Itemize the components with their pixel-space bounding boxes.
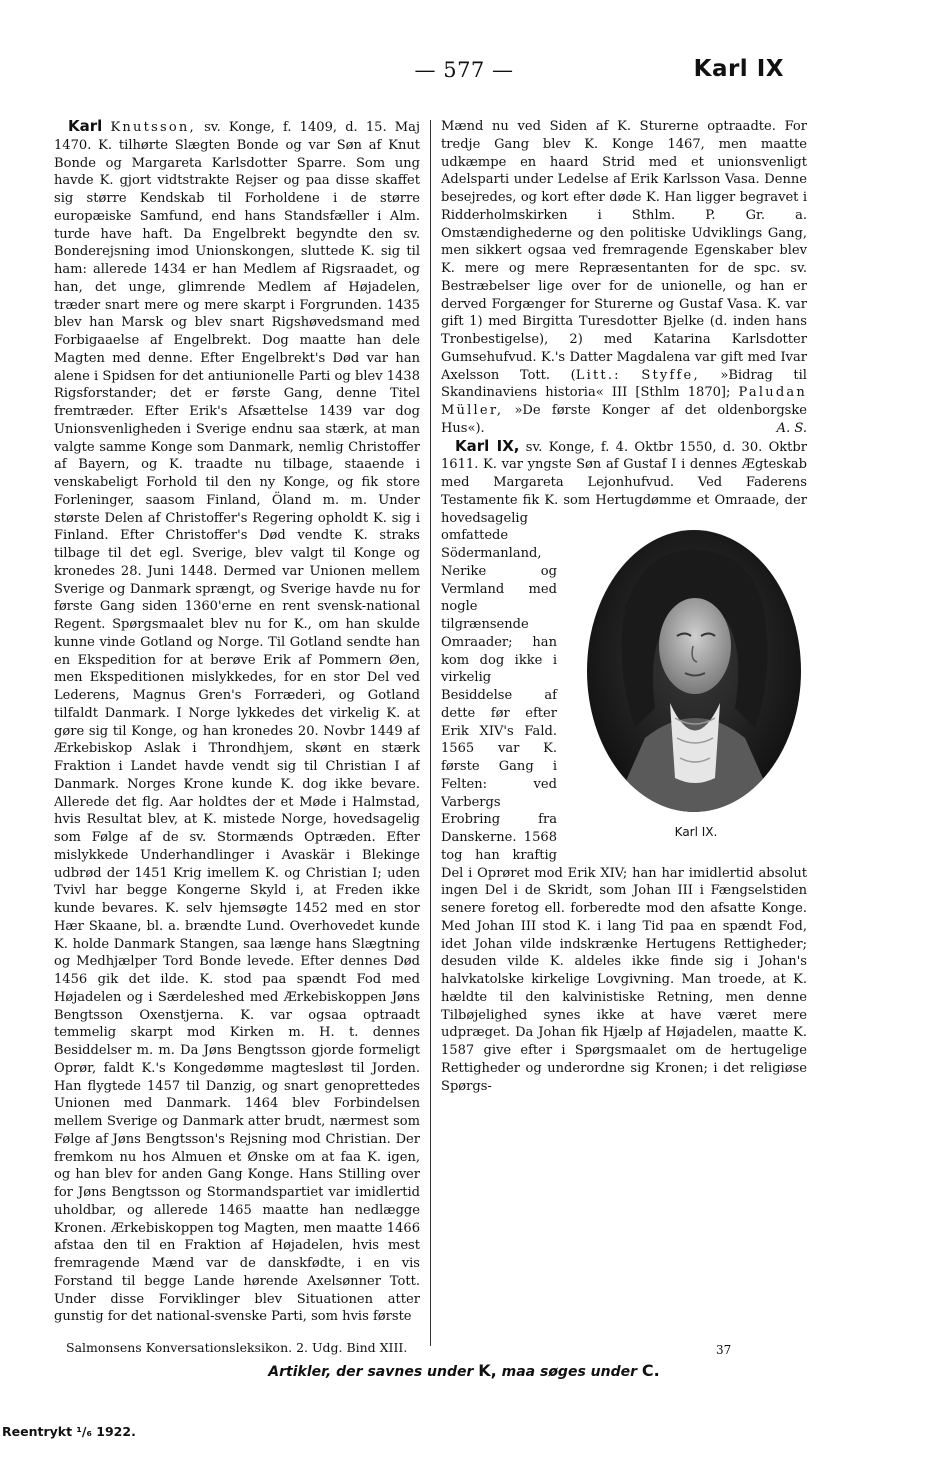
note-letter-k: K,: [478, 1361, 497, 1380]
portrait-figure: [565, 514, 807, 850]
article-karl-knutsson-continued: [441, 118, 807, 438]
reprint-note: Reentrykt ¹/₆ 1922.: [2, 1424, 136, 1439]
article-karl-knutsson: [54, 118, 420, 1326]
author-paludan-muller: Paludan Müller,: [441, 385, 807, 418]
space: [621, 368, 642, 383]
column-divider: [430, 120, 431, 1346]
portrait-caption: Karl IX.: [674, 824, 718, 839]
note-prefix: Artikler, der savnes under: [268, 1364, 479, 1380]
karl-ix-portrait: [585, 528, 803, 814]
author-signature: A. S.: [776, 420, 807, 436]
name-knutsson: Knutsson,: [110, 120, 196, 135]
article-karl-knutsson-text-continued: Mænd nu ved Siden af K. Sturerne optraadte. For tredje Gang blev K. Konge 1467, men maatte udkæmpe en haard Strid med et unionsvenligt Adelsparti under Ledelse af Erik Karlsson Vasa. Denne besejredes, og kort efter døde K. Han ligger begravet i Ridderholmskirken i Sthlm. P. Gr. a. Omstændighederne og den politiske Udviklings Gang, men sikkert ogsaa ved fremragende Egenskaber blev K. mere og mere Repræsentanten for de spc. sv. Bestræbelser lige over for de unionelle, og han er derved Forgænger for Sturerne og Gustaf Vasa. K. var gift 1) med Birgitta Turesdotter Bjelke (d. inden hans Tronbestigelse), 2) med Katarina Karlsdotter Gumsehufvud. K.'s Datter Magdalena var gift med Ivar Axelsson Tott. (: [441, 119, 807, 383]
headword-karl: Karl: [68, 118, 103, 135]
cross-reference-note: [0, 1361, 928, 1380]
article-karl-knutsson-text: sv. Konge, f. 1409, d. 15. Maj 1470. K. tilhørte Slægten Bonde og var Søn af Knut Bonde og Margareta Karlsdotter Sparre. Som ung havde K. gjort vidtstrakte Rejser og paa disse skaffet sig større Kendskab til Forholdene i de større europæiske Samfund, end hans Standsfæller i Alm. turde have haft. Da Engelbrekt begyndte den sv. Bonderejsning imod Unionskongen, sluttede K. sig til ham: allerede 1434 er han Medlem af Rigsraadet, og han, det unge, glimrende Medlem af Højadelen, træder snart mere og mere skarpt i Forgrunden. 1435 blev han Marsk og blev snart Rigshøvedsmand med Forbigaaelse af Engelbrekt. Dog maatte han dele Magten med denne. Efter Engelbrekt's Død var han alene i Spidsen for det antiunionelle Parti og blev 1438 Rigsforstander; det er første Gang, denne Titel fremtræder. Efter Erik's Afsættelse 1439 var dog Unionsvenligheden i Sverige endnu saa stærk, at man valgte samme Konge som Danmark, nemlig Christoffer af Bayern, og K. traadte nu tilbage, staaende i venskabeligt Forhold til den ny Konge, og fik store Forleninger, saasom Finland, Öland m. m. Under største Delen af Christoffer's Regering opholdt K. sig i Finland. Efter Christoffer's Død vendte K. straks tilbage til det egl. Sverige, blev valgt til Konge og kronedes 28. Juni 1448. Dermed var Unionen mellem Sverige og Danmark sprængt, og Sverige havde nu for første Gang siden 1360'erne en rent svensk-national Regent. Spørgsmaalet blev nu for K., om han skulde kunne vinde Gotland og Norge. Til Gotland sendte han en Ekspedition for at berøve Erik af Pommern Øen, men Ekspeditionen mislykkedes, for en stor Del ved Lederens, Magnus Gren's Forræderi, og Gotland tilfaldt Danmark. I Norge lykkedes det virkelig K. at gøre sig til Konge, og han kronedes 20. Novbr 1449 af Ærkebiskop Aslak i Throndhjem, skønt en stærk Fraktion i Landet havde vendt sig til Christian I af Danmark. Norges Krone kunde K. dog ikke bevare. Allerede det flg. Aar holdtes der et Møde i Halmstad, hvis Resultat blev, at K. mistede Norge, hovedsagelig som Følge af de sv. Stormænds Optræden. Efter mislykkede Underhandlinger i Avaskär i Blekinge udbrød der 1451 Krig imellem K. og Christian I; uden Tvivl har begge Kongerne Skyld i, at Freden ikke kunde bevares. K. selv hjemsøgte 1452 med en stor Hær Skaane, bl. a. brændte Lund. Overhovedet kunde K. holde Danmark Stangen, saa længe hans Slægtning og Medhjælper Tord Bonde levede. Efter dennes Død 1456 gik det ilde. K. stod paa spændt Fod med Højadelen og i Særdeleshed med Ærkebiskoppen Jøns Bengtsson Oxenstjerna. K. var ogsaa optraadt temmelig skarpt mod Kirken m. H. t. dennes Besiddelser m. m. Da Jøns Bengtsson gjorde formeligt Oprør, faldt K.'s Kongedømme magtesløst til Jorden. Han flygtede 1457 til Danzig, og snart genoprettedes Unionen med Danmark. 1464 blev Forbindelsen mellem Sverige og Danmark atter brudt, nærmest som Følge af Jøns Bengtsson's Rejsning mod Christian. Der fremkom nu hos Almuen et Ønske om at faa K. igen, og han blev for anden Gang Konge. Hans Stilling over for Jøns Bengtsson og Stormandspartiet var imidlertid uholdbar, og allerede 1465 maatte han nedlægge Kronen. Ærkebiskoppen tog Magten, men maatte 1466 afstaa den til en Fraktion af Højadelen, hvis mest fremragende Mænd var de danskfødte, i en vis Forstand til begge Lande hørende Axelsønner Tott. Under disse Forviklinger blev Situationen atter gunstig for det national-svenske Parti, som hvis første: [54, 120, 420, 1325]
right-column: [441, 118, 807, 1340]
headword-karl-ix: Karl IX,: [455, 436, 520, 455]
article-karl-ix-text-continued: Hertugdømme et Omraade, der hovedsagelig omfattede Södermanland, Nerike og Vermland med nogle tilgrænsende Omraader; han kom dog ikke i virkelig Besiddelse af dette før efter Erik XIV's Fald. 1565 var K. første Gang i Felten: ved Varbergs Erobring fra Danskerne. 1568 tog han kraftig Del i Oprøret mod Erik XIV; han har imidlertid absolut ingen Del i de Skridt, som Johan III i Fængselstiden senere foretog ell. forberedte mod den afsatte Konge. Med Johan III stod K. i lang Tid paa en spændt Fod, idet Johan vilde indskrænke Hertugens Rettigheder; desuden vilde K. aldeles ikke finde sig i Johan's halvkatolske kirkelige Lovgivning. Man troede, at K. hældte til den kalvinistiske Retning, men denne Tilbøjelighed synes ikke at have været mere udpræget. Da Johan fik Hjælp af Højadelen, maatte K. 1587 give efter i Spørgsmaalet om de hertugelige Rettigheder og underordne sig Kronen; i det religiøse Spørgs-: [441, 492, 807, 1094]
source-line: Salmonsens Konversationsleksikon. 2. Udg. Bind XIII.: [66, 1340, 408, 1355]
note-middle: maa søges under: [496, 1364, 642, 1380]
article-karl-ix: [441, 438, 807, 1096]
left-column: [54, 118, 420, 1340]
sheet-signature: 37: [716, 1343, 732, 1357]
article-karl-ix-text: sv. Konge, f. 4. Oktbr 1550, d. 30. Oktbr 1611. K. var yngste Søn af Gustaf I i dennes Ægteskab med Margareta Lejonhufvud. Ved Faderens Testamente fik K. som: [441, 439, 807, 508]
page-number: — 577 —: [414, 58, 514, 82]
note-letter-c: C.: [641, 1361, 660, 1380]
ref-text-2: »De første Konger af det oldenborgske Hus«).: [441, 403, 807, 436]
litt-label: Litt.:: [575, 367, 621, 383]
ref-text-1: »Bidrag til Skandinaviens historia« III [Sthlm 1870];: [441, 367, 807, 401]
author-styffe: Styffe,: [641, 367, 700, 383]
running-head: Karl IX: [693, 56, 784, 82]
